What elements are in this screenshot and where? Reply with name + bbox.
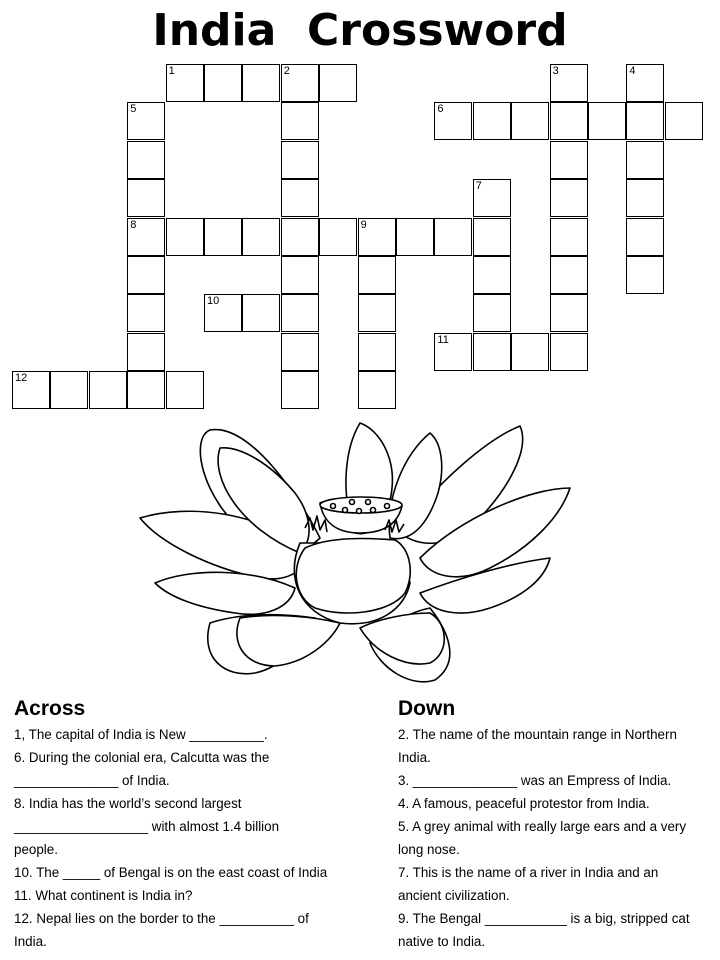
- crossword-cell[interactable]: [281, 102, 319, 140]
- crossword-cell[interactable]: [204, 218, 242, 256]
- crossword-cell[interactable]: [12, 371, 50, 409]
- crossword-cell[interactable]: [550, 102, 588, 140]
- crossword-cell[interactable]: [626, 141, 664, 179]
- crossword-cell[interactable]: [166, 218, 204, 256]
- crossword-cell[interactable]: [473, 333, 511, 371]
- across-clue-line: 12. Nepal lies on the border to the __________ of: [14, 911, 309, 926]
- crossword-cell[interactable]: [127, 218, 165, 256]
- crossword-cell[interactable]: [204, 64, 242, 102]
- across-clue-line: 8. India has the world’s second largest: [14, 796, 242, 811]
- crossword-cell[interactable]: [242, 64, 280, 102]
- crossword-cell[interactable]: [511, 102, 549, 140]
- across-clue-line: India.: [14, 934, 47, 949]
- page-title: India Crossword: [152, 5, 568, 56]
- clue-number: 4: [629, 65, 636, 77]
- clue-number: 1: [168, 65, 175, 77]
- crossword-cell[interactable]: [665, 102, 703, 140]
- crossword-cell[interactable]: [89, 371, 127, 409]
- crossword-cell[interactable]: [242, 218, 280, 256]
- down-clue-line: 4. A famous, peaceful protestor from India.: [398, 796, 650, 811]
- clue-number: 2: [283, 65, 290, 77]
- crossword-cell[interactable]: [626, 256, 664, 294]
- across-heading: Across: [14, 697, 86, 720]
- clue-number: 8: [130, 218, 137, 231]
- clue-number: 11: [437, 333, 449, 346]
- crossword-cell[interactable]: [473, 218, 511, 256]
- crossword-cell[interactable]: [127, 333, 165, 371]
- down-clue-line: 7. This is the name of a river in India and an: [398, 865, 659, 880]
- crossword-cell[interactable]: [434, 218, 472, 256]
- crossword-cell[interactable]: [127, 294, 165, 332]
- clue-number: 6: [437, 103, 444, 116]
- across-clue-line: 6. During the colonial era, Calcutta was the: [14, 750, 270, 765]
- crossword-cell[interactable]: [127, 179, 165, 217]
- crossword-cell[interactable]: [358, 256, 396, 294]
- crossword-cell[interactable]: [396, 218, 434, 256]
- crossword-cell[interactable]: [358, 218, 396, 256]
- crossword-cell[interactable]: [473, 179, 511, 217]
- down-clue-line: long nose.: [398, 842, 460, 857]
- across-clue-line: people.: [14, 842, 58, 857]
- crossword-cell[interactable]: [550, 218, 588, 256]
- crossword-cell[interactable]: [319, 218, 357, 256]
- crossword-cell[interactable]: [473, 102, 511, 140]
- down-clue-line: 2. The name of the mountain range in Northern: [398, 727, 677, 742]
- across-clue-line: 1, The capital of India is New __________.: [14, 727, 268, 742]
- crossword-cell[interactable]: [626, 218, 664, 256]
- crossword-cell[interactable]: [358, 371, 396, 409]
- down-clue-line: 3. ______________ was an Empress of India.: [398, 773, 672, 788]
- crossword-cell[interactable]: [626, 64, 664, 102]
- crossword-cell[interactable]: [550, 179, 588, 217]
- crossword-cell[interactable]: [358, 333, 396, 371]
- down-clues: [398, 695, 716, 953]
- crossword-cell[interactable]: [511, 333, 549, 371]
- across-clue-line: ______________ of India.: [14, 773, 170, 788]
- crossword-cell[interactable]: [204, 294, 242, 332]
- crossword-grid: [0, 0, 720, 420]
- down-clue-line: 5. A grey animal with really large ears and a very: [398, 819, 687, 834]
- across-clues: [14, 695, 374, 953]
- crossword-cell[interactable]: [127, 256, 165, 294]
- crossword-cell[interactable]: [281, 333, 319, 371]
- crossword-cell[interactable]: [166, 371, 204, 409]
- clue-number: 5: [130, 103, 137, 116]
- crossword-cell[interactable]: [127, 141, 165, 179]
- down-clue-line: India.: [398, 750, 431, 765]
- crossword-cell[interactable]: [358, 294, 396, 332]
- crossword-cell[interactable]: [319, 64, 357, 102]
- lotus-flower-illustration: [130, 418, 580, 688]
- crossword-cell[interactable]: [281, 256, 319, 294]
- crossword-cell[interactable]: [127, 102, 165, 140]
- crossword-cell[interactable]: [281, 294, 319, 332]
- down-clue-line: 9. The Bengal ___________ is a big, stripped cat: [398, 911, 690, 926]
- crossword-cell[interactable]: [434, 102, 472, 140]
- crossword-cell[interactable]: [281, 141, 319, 179]
- crossword-cell[interactable]: [550, 294, 588, 332]
- clue-number: 12: [15, 372, 28, 385]
- across-clue-line: 11. What continent is India in?: [14, 888, 193, 903]
- crossword-cell[interactable]: [550, 64, 588, 102]
- across-clue-line: 10. The _____ of Bengal is on the east coast of India: [14, 865, 328, 880]
- crossword-cell[interactable]: [281, 371, 319, 409]
- clue-number: 10: [207, 295, 220, 308]
- crossword-cell[interactable]: [281, 179, 319, 217]
- clue-number: 7: [475, 180, 482, 193]
- crossword-cell[interactable]: [166, 64, 204, 102]
- crossword-cell[interactable]: [626, 179, 664, 217]
- crossword-cell[interactable]: [50, 371, 88, 409]
- crossword-cell[interactable]: [550, 256, 588, 294]
- crossword-cell[interactable]: [281, 218, 319, 256]
- crossword-cell[interactable]: [473, 256, 511, 294]
- clue-number: 3: [552, 65, 559, 77]
- crossword-cell[interactable]: [242, 294, 280, 332]
- crossword-cell[interactable]: [550, 141, 588, 179]
- down-clue-line: native to India.: [398, 934, 486, 949]
- crossword-cell[interactable]: [588, 102, 626, 140]
- down-clue-line: ancient civilization.: [398, 888, 510, 903]
- crossword-cell[interactable]: [127, 371, 165, 409]
- across-clue-line: __________________ with almost 1.4 billion: [14, 819, 280, 834]
- down-heading: Down: [398, 697, 456, 720]
- crossword-cell[interactable]: [626, 102, 664, 140]
- crossword-cell[interactable]: [550, 333, 588, 371]
- crossword-cell[interactable]: [434, 333, 472, 371]
- clue-number: 9: [360, 218, 367, 231]
- crossword-cell[interactable]: [473, 294, 511, 332]
- crossword-cell[interactable]: [281, 64, 319, 102]
